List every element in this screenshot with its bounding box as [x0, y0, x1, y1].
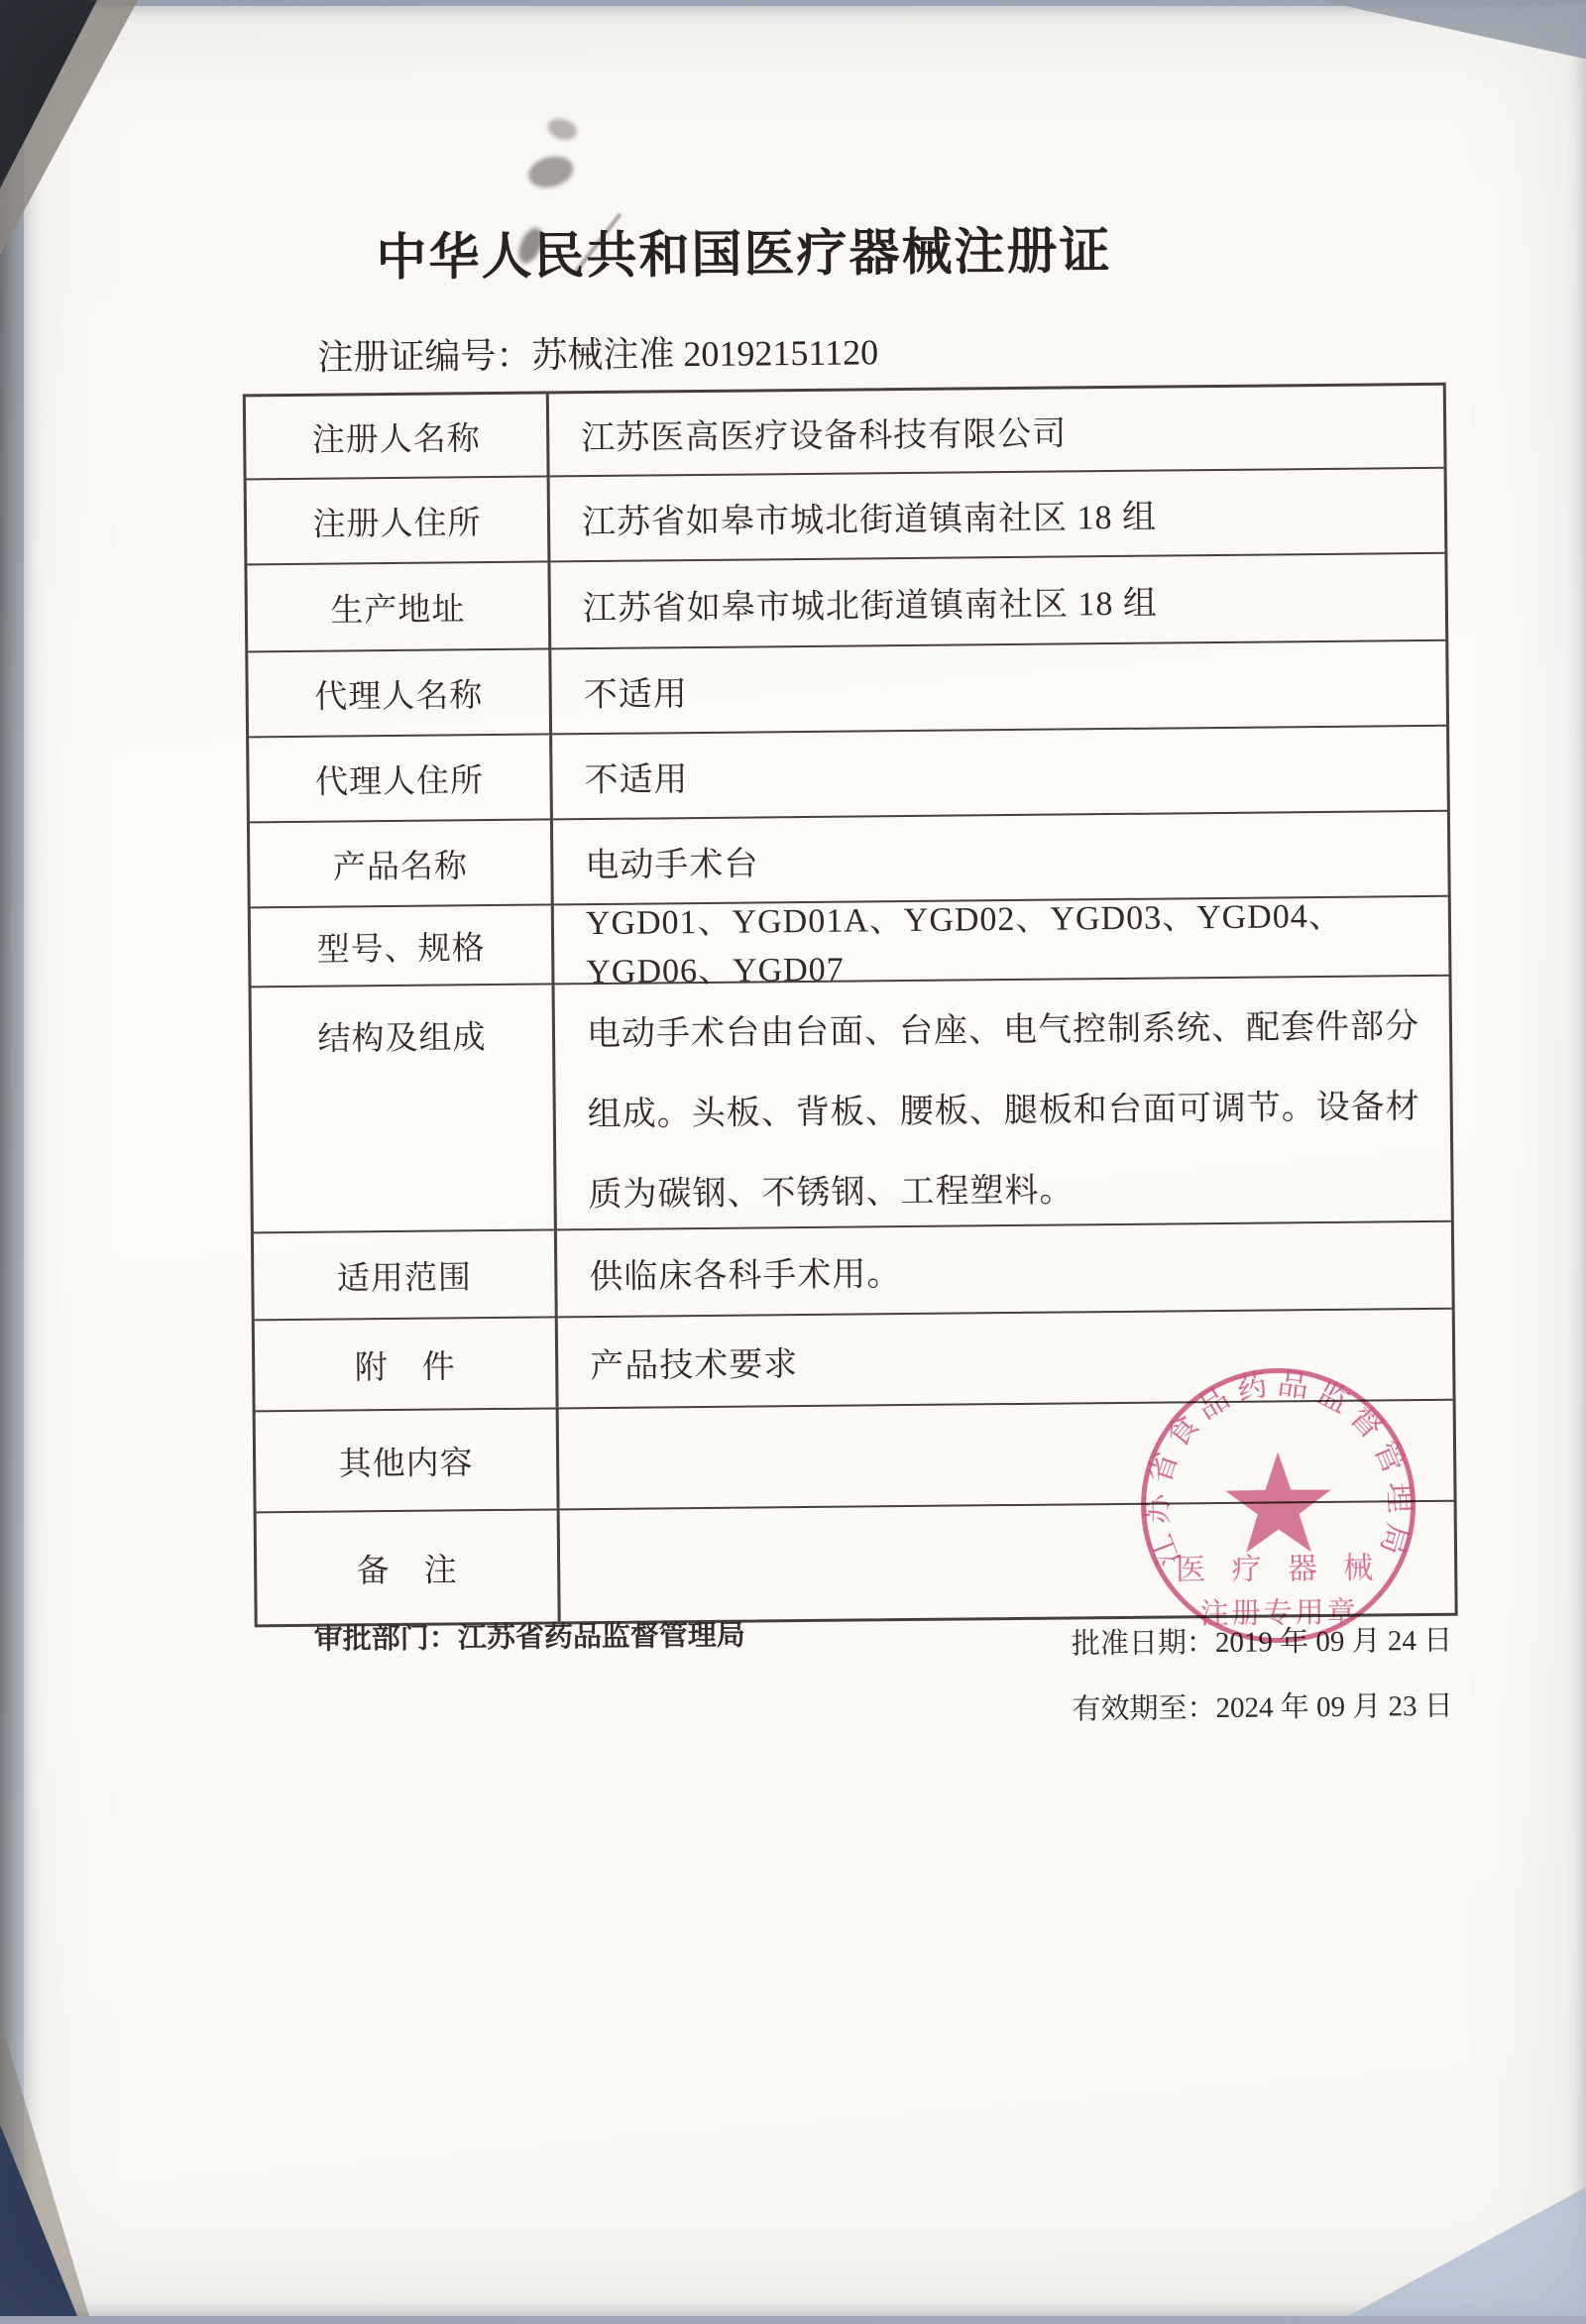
- row-value: 产品技术要求: [590, 1345, 799, 1385]
- row-label: 注册人住所: [247, 477, 551, 563]
- row-label: 产品名称: [250, 820, 554, 906]
- registration-number-value: 苏械注准 20192151120: [531, 332, 879, 376]
- row-value: 江苏医高医疗设备科技有限公司: [581, 414, 1068, 457]
- row-value: 电动手术台: [585, 845, 759, 884]
- row-label: 注册人名称: [246, 394, 550, 478]
- ink-smudge: [525, 152, 577, 192]
- registration-number-line: [317, 324, 878, 380]
- table-row: [247, 467, 1445, 564]
- approval-department-label: 审批部门：: [313, 1622, 459, 1656]
- row-value: 江苏省如皋市城北街道镇南社区 18 组: [582, 585, 1159, 628]
- approval-date-label: 批准日期：: [1071, 1627, 1216, 1661]
- row-label: 备 注: [257, 1510, 561, 1624]
- table-row: [246, 386, 1444, 479]
- seal-arc-text: 江苏省食品药品监督管理局: [1139, 1365, 1418, 1571]
- row-label: 其他内容: [256, 1409, 560, 1511]
- approval-date-value: 2019 年 09 月 24 日: [1214, 1624, 1453, 1660]
- table-row: [252, 975, 1451, 1232]
- row-label: 结构及组成: [252, 985, 557, 1231]
- seal-type-text: 注册专用章: [1199, 1596, 1359, 1631]
- approval-department-line: [314, 1613, 745, 1658]
- ink-smudge: [545, 115, 580, 143]
- row-label: 代理人住所: [249, 735, 553, 821]
- scan-edge-shadow-left: [0, 139, 24, 2181]
- table-row: [254, 1220, 1452, 1320]
- valid-until-line: [1072, 1684, 1453, 1728]
- valid-until-value: 2024 年 09 月 23 日: [1215, 1689, 1453, 1725]
- row-value: 不适用: [584, 760, 689, 799]
- table-row: [249, 725, 1447, 822]
- valid-until-label: 有效期至：: [1072, 1692, 1216, 1726]
- row-label: 生产地址: [247, 562, 551, 650]
- row-value: 供临床各科手术用。: [589, 1255, 902, 1296]
- table-row: [248, 639, 1446, 737]
- row-label: 附 件: [255, 1318, 559, 1410]
- certificate-paper: [24, 6, 1586, 2316]
- row-label: 适用范围: [254, 1230, 558, 1319]
- row-label: 型号、规格: [251, 905, 555, 986]
- table-row: [251, 895, 1449, 991]
- certificate-title: 中华人民共和国医疗器械注册证: [376, 221, 1112, 287]
- approval-department-value: 江苏省药品监督管理局: [457, 1619, 746, 1655]
- row-value: 不适用: [583, 675, 688, 714]
- certificate-content: [15, 0, 1586, 2323]
- seal-device-text: 医 疗 器 械: [1176, 1552, 1383, 1587]
- seal-star-icon: [1225, 1452, 1332, 1553]
- row-label: 代理人名称: [248, 649, 552, 736]
- table-row: [247, 552, 1445, 651]
- row-value: 电动手术台由台面、台座、电气控制系统、配套件部分组成。头板、背板、腰板、腿板和台面可调节。设备材质为碳钢、不锈钢、工程塑料。: [586, 1008, 1420, 1215]
- official-seal-stamp: [1128, 1355, 1428, 1656]
- row-value: 江苏省如皋市城北街道镇南社区 18 组: [581, 499, 1158, 541]
- row-value: YGD01、YGD01A、YGD02、YGD03、YGD04、YGD06、YGD07: [585, 897, 1343, 991]
- registration-number-label: 注册证编号：: [317, 335, 532, 378]
